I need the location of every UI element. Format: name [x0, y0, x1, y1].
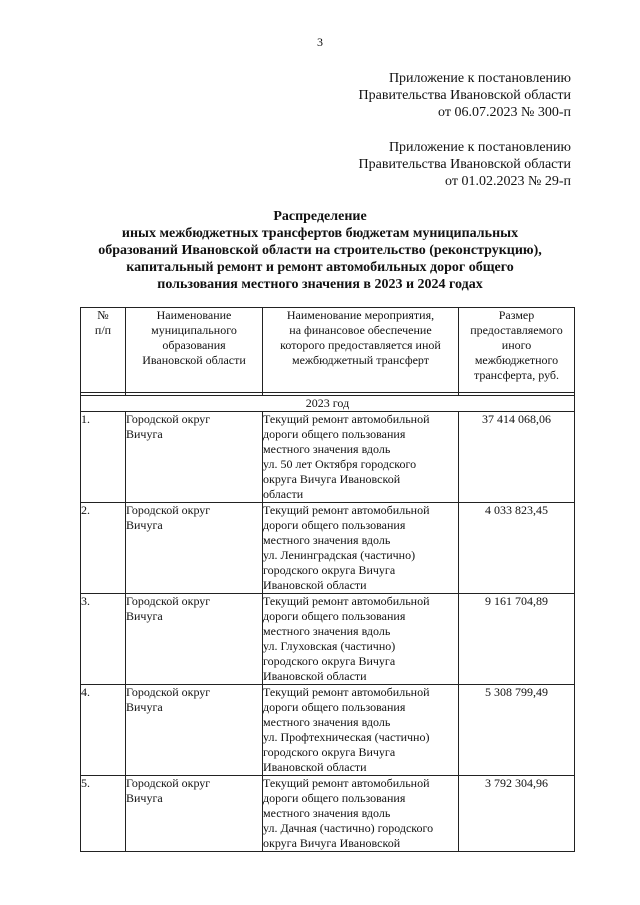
row-number: 2.: [81, 503, 126, 594]
appendix-previous-line: Правительства Ивановской области: [358, 157, 571, 172]
row-amount: 5 308 799,49: [459, 685, 575, 776]
appendix-previous-line: Приложение к постановлению: [388, 140, 571, 155]
row-amount: 37 414 068,06: [459, 412, 575, 503]
row-measure: Текущий ремонт автомобильной дороги общего пользования местного значения вдоль ул. Ленинградская (частично) городского округа Вичуга Ивановской области: [263, 503, 459, 594]
row-number: 5.: [81, 776, 126, 852]
row-measure: Текущий ремонт автомобильной дороги общего пользования местного значения вдоль ул. Дачная (частично) городского округа Вичуга Ивановской: [263, 776, 459, 852]
row-amount: 4 033 823,45: [459, 503, 575, 594]
header-municipality: Наименование муниципального образования Ивановской области: [126, 308, 263, 393]
row-municipality: Городской округ Вичуга: [126, 776, 263, 852]
appendix-current-block: [359, 70, 571, 121]
row-amount: 3 792 304,96: [459, 776, 575, 852]
row-municipality: Городской округ Вичуга: [126, 685, 263, 776]
row-measure: Текущий ремонт автомобильной дороги общего пользования местного значения вдоль ул. 50 лет Октября городского округа Вичуга Ивановской области: [263, 412, 459, 503]
table-row: [81, 594, 575, 685]
table-row: [81, 412, 575, 503]
appendix-current-line: от 06.07.2023 № 300-п: [438, 105, 571, 120]
appendix-previous-block: [359, 139, 571, 190]
page-number: 3: [317, 35, 323, 49]
row-measure: Текущий ремонт автомобильной дороги общего пользования местного значения вдоль ул. Глуховская (частично) городского округа Вичуга Ивановской области: [263, 594, 459, 685]
row-municipality: Городской округ Вичуга: [126, 503, 263, 594]
year-label: 2023 год: [81, 396, 575, 412]
title-line: Распределение: [273, 209, 367, 224]
title-line: образований Ивановской области на строительство (реконструкцию),: [98, 243, 542, 258]
row-number: 3.: [81, 594, 126, 685]
header-amount: Размер предоставляемого иного межбюджетного трансферта, руб.: [459, 308, 575, 393]
year-row: [81, 396, 575, 412]
row-measure: Текущий ремонт автомобильной дороги общего пользования местного значения вдоль ул. Профтехническая (частично) городского округа Вичуга Ивановской области: [263, 685, 459, 776]
header-number: № п/п: [81, 308, 126, 393]
row-number: 1.: [81, 412, 126, 503]
table-row: [81, 503, 575, 594]
row-municipality: Городской округ Вичуга: [126, 412, 263, 503]
table-header-row: [81, 308, 575, 393]
row-amount: 9 161 704,89: [459, 594, 575, 685]
transfers-table: [80, 307, 575, 852]
title-line: пользования местного значения в 2023 и 2024 годах: [157, 277, 483, 292]
title-line: иных межбюджетных трансфертов бюджетам муниципальных: [121, 226, 519, 241]
row-municipality: Городской округ Вичуга: [126, 594, 263, 685]
row-number: 4.: [81, 685, 126, 776]
appendix-current-line: Приложение к постановлению: [388, 71, 571, 86]
header-measure: Наименование мероприятия, на финансовое обеспечение которого предоставляется иной межбюджетный трансферт: [263, 308, 459, 393]
table-row: [81, 776, 575, 852]
document-title: [80, 208, 560, 293]
appendix-current-line: Правительства Ивановской области: [358, 88, 571, 103]
appendix-previous-line: от 01.02.2023 № 29-п: [445, 174, 571, 189]
title-line: капитальный ремонт и ремонт автомобильных дорог общего: [126, 260, 514, 275]
table-row: [81, 685, 575, 776]
